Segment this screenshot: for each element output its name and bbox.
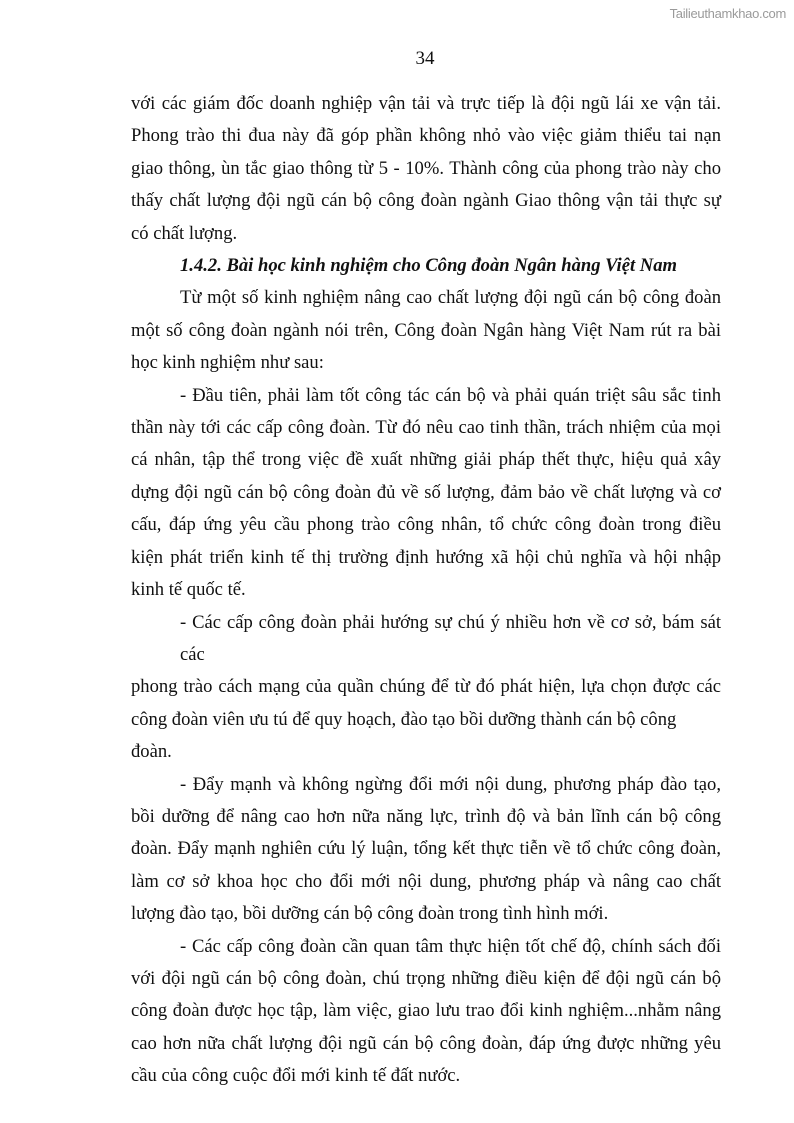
text-line: Phong trào thi đua này đã góp phần không nhỏ vào việc giảm thiểu tai nạn bbox=[131, 125, 721, 147]
text-line: - Đầu tiên, phải làm tốt công tác cán bộ và phải quán triệt sâu sắc tinh bbox=[180, 384, 721, 406]
text-line: cầu của công cuộc đổi mới kinh tế đất nước. bbox=[131, 1065, 461, 1087]
text-line: bồi dưỡng để nâng cao hơn nữa năng lực, trình độ và bản lĩnh cán bộ công bbox=[131, 805, 721, 827]
text-line: cao hơn nữa chất lượng đội ngũ cán bộ công đoàn, đáp ứng được những yêu bbox=[131, 1032, 721, 1054]
text-line: cá nhân, tập thể trong việc đề xuất những giải pháp thết thực, hiệu quả xây bbox=[131, 449, 721, 471]
text-line: công đoàn được học tập, làm việc, giao lưu trao đổi kinh nghiệm...nhằm nâng bbox=[131, 1000, 721, 1022]
text-line: làm cơ sở khoa học cho đổi mới nội dung, phương pháp và nâng cao chất bbox=[131, 870, 721, 892]
text-line: công đoàn viên ưu tú để quy hoạch, đào tạo bồi dưỡng thành cán bộ công đoàn. bbox=[131, 708, 677, 763]
text-line: phong trào cách mạng của quần chúng để từ đó phát hiện, lựa chọn được các bbox=[131, 676, 721, 698]
text-line: - Đẩy mạnh và không ngừng đổi mới nội dung, phương pháp đào tạo, bbox=[180, 773, 721, 795]
text-line: lượng đào tạo, bồi dưỡng cán bộ công đoàn trong tình hình mới. bbox=[131, 903, 609, 925]
text-line: giao thông, ùn tắc giao thông từ 5 - 10%. Thành công của phong trào này cho bbox=[131, 157, 721, 179]
text-line: - Các cấp công đoàn cần quan tâm thực hiện tốt chế độ, chính sách đối bbox=[180, 935, 721, 957]
paragraph bbox=[131, 282, 721, 379]
section-heading bbox=[131, 250, 721, 282]
paragraph bbox=[131, 88, 721, 250]
paragraph bbox=[131, 380, 721, 607]
text-line: cấu, đáp ứng yêu cầu phong trào công nhân, tổ chức công đoàn trong điều bbox=[131, 514, 721, 536]
watermark: Tailieuthamkhao.com bbox=[669, 6, 786, 21]
text-line: kinh tế quốc tế. bbox=[131, 579, 246, 601]
text-line: thần này tới các cấp công đoàn. Từ đó nêu cao tinh thần, trách nhiệm của mọi bbox=[131, 417, 721, 439]
text-line: với các giám đốc doanh nghiệp vận tải và trực tiếp là đội ngũ lái xe vận tải. bbox=[131, 93, 721, 114]
text-line: có chất lượng. bbox=[131, 222, 238, 244]
text-line: 1.4.2. Bài học kinh nghiệm cho Công đoàn Ngân hàng Việt Nam bbox=[180, 255, 677, 277]
text-line: một số công đoàn ngành nói trên, Công đoàn Ngân hàng Việt Nam rút ra bài bbox=[131, 319, 721, 341]
text-line: đoàn. Đẩy mạnh nghiên cứu lý luận, tổng kết thực tiễn về tổ chức công đoàn, bbox=[131, 838, 721, 860]
text-line: với đội ngũ cán bộ công đoàn, chú trọng những điều kiện để đội ngũ cán bộ bbox=[131, 967, 721, 989]
text-line: - Các cấp công đoàn phải hướng sự chú ý nhiều hơn về cơ sở, bám sát các bbox=[180, 611, 721, 665]
document-body bbox=[131, 88, 721, 1093]
text-line: thấy chất lượng đội ngũ cán bộ công đoàn ngành Giao thông vận tải thực sự bbox=[131, 190, 721, 212]
text-line: học kinh nghiệm như sau: bbox=[131, 352, 324, 374]
text-line: kiện phát triển kinh tế thị trường định hướng xã hội chủ nghĩa và hội nhập bbox=[131, 546, 721, 568]
paragraph bbox=[131, 607, 721, 769]
text-line: Từ một số kinh nghiệm nâng cao chất lượng đội ngũ cán bộ công đoàn bbox=[180, 287, 721, 309]
text-line: dựng đội ngũ cán bộ công đoàn đủ về số lượng, đảm bảo về chất lượng và cơ bbox=[131, 481, 721, 503]
paragraph bbox=[131, 769, 721, 931]
paragraph bbox=[131, 931, 721, 1093]
page-number: 34 bbox=[415, 48, 435, 69]
